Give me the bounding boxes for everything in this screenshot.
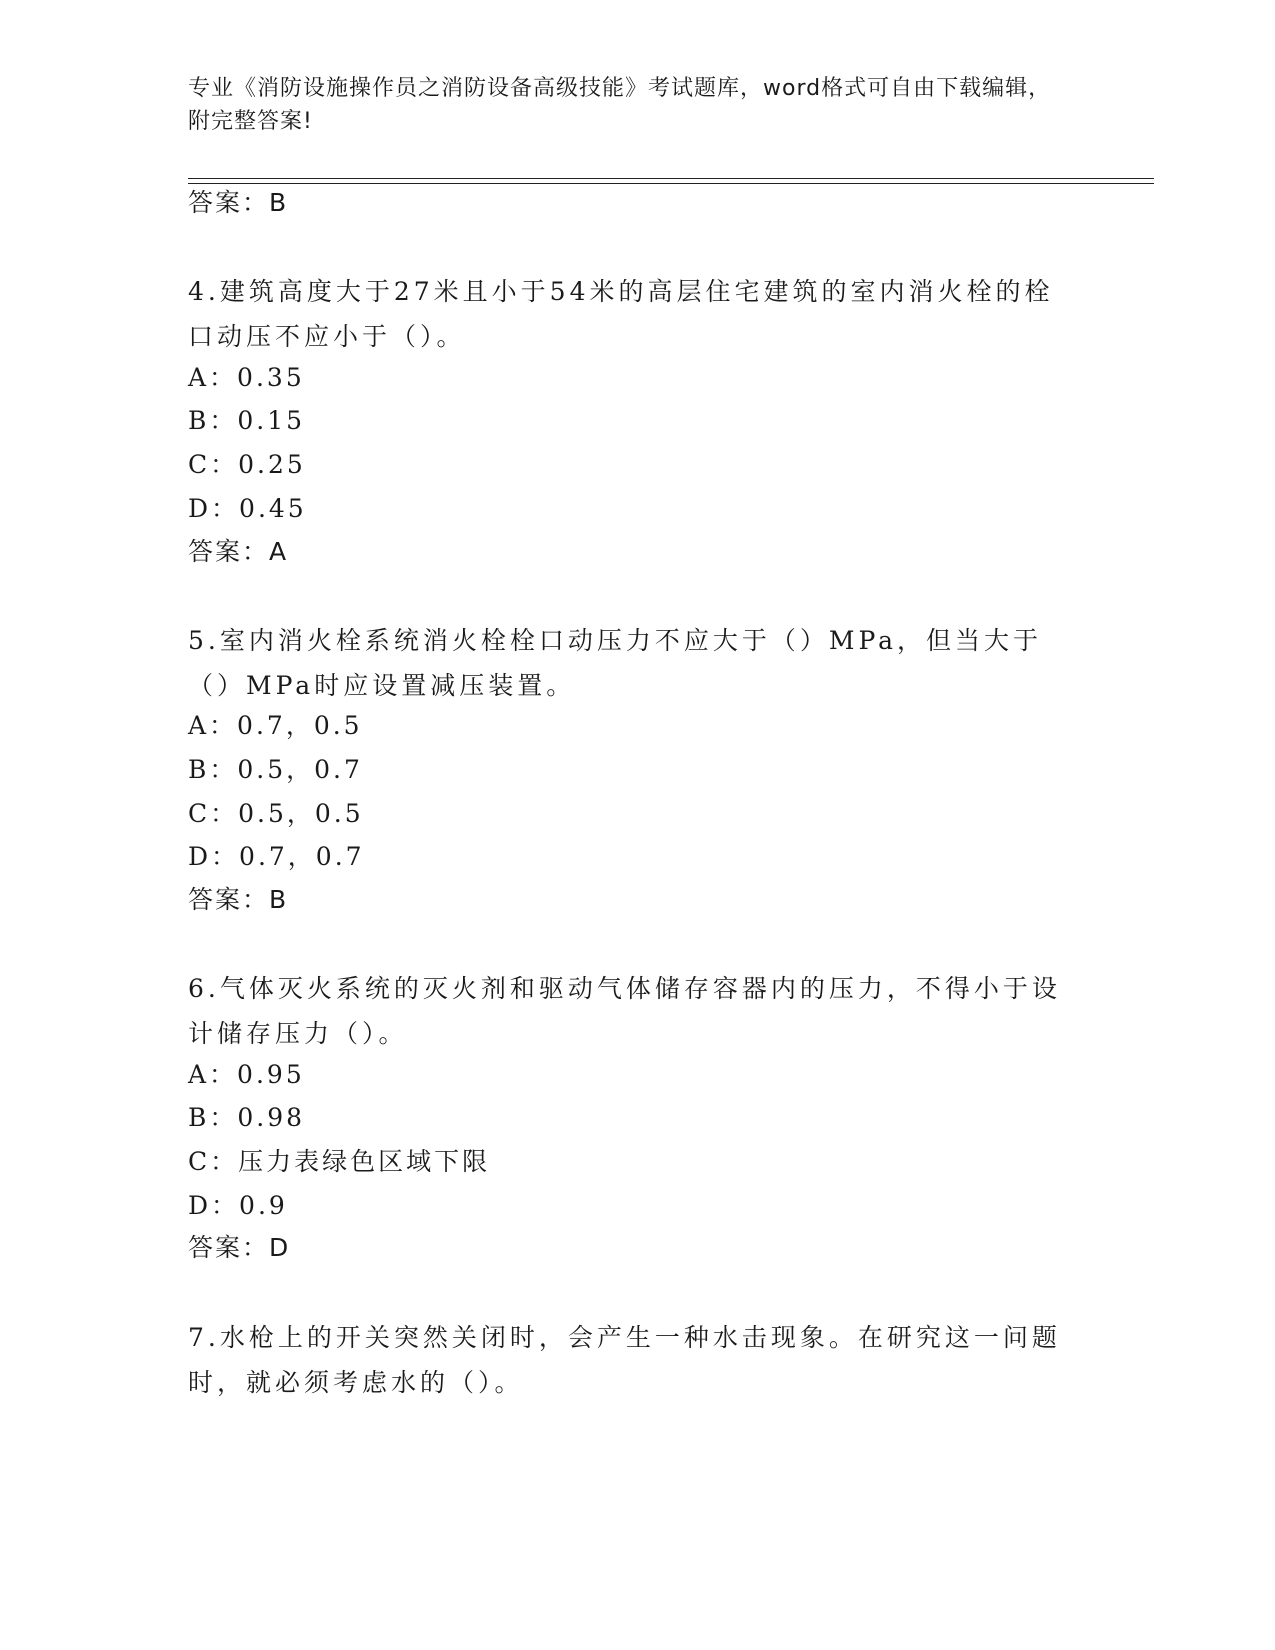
question-6-option-c: C：压力表绿色区域下限 <box>188 1147 491 1176</box>
question-6: 6.气体灭火系统的灭火剂和驱动气体储存容器内的压力，不得小于设计储存压力（）。 <box>188 974 1061 1048</box>
header-divider-secondary <box>188 183 1154 184</box>
answer-5: 答案：B <box>188 885 289 914</box>
question-5-option-d: D：0.7，0.7 <box>188 842 365 871</box>
question-5-option-a: A：0.7，0.5 <box>188 711 363 740</box>
question-5: 5.室内消火栓系统消火栓栓口动压力不应大于（）MPa，但当大于（）MPa时应设置减压装置。 <box>188 626 1043 700</box>
question-6-option-a: A：0.95 <box>188 1060 305 1089</box>
question-7: 7.水枪上的开关突然关闭时，会产生一种水击现象。在研究这一问题时，就必须考虑水的（）。 <box>188 1323 1061 1397</box>
page-header: 专业《消防设施操作员之消防设备高级技能》考试题库，word格式可自由下载编辑，附完整答案! <box>188 76 1052 134</box>
header-divider <box>188 178 1154 179</box>
question-4-option-a: A：0.35 <box>188 363 305 392</box>
question-5-option-b: B：0.5，0.7 <box>188 755 363 784</box>
question-4: 4.建筑高度大于27米且小于54米的高层住宅建筑的室内消火栓的栓口动压不应小于（）。 <box>188 277 1054 351</box>
question-6-option-b: B：0.98 <box>188 1103 306 1132</box>
question-5-option-c: C：0.5，0.5 <box>188 799 364 828</box>
question-4-option-c: C：0.25 <box>188 450 306 479</box>
answer-3: 答案：B <box>188 188 289 217</box>
question-4-option-d: D：0.45 <box>188 494 307 523</box>
question-4-option-b: B：0.15 <box>188 406 306 435</box>
question-6-option-d: D：0.9 <box>188 1191 288 1220</box>
answer-6: 答案：D <box>188 1233 291 1262</box>
answer-4: 答案：A <box>188 537 289 566</box>
